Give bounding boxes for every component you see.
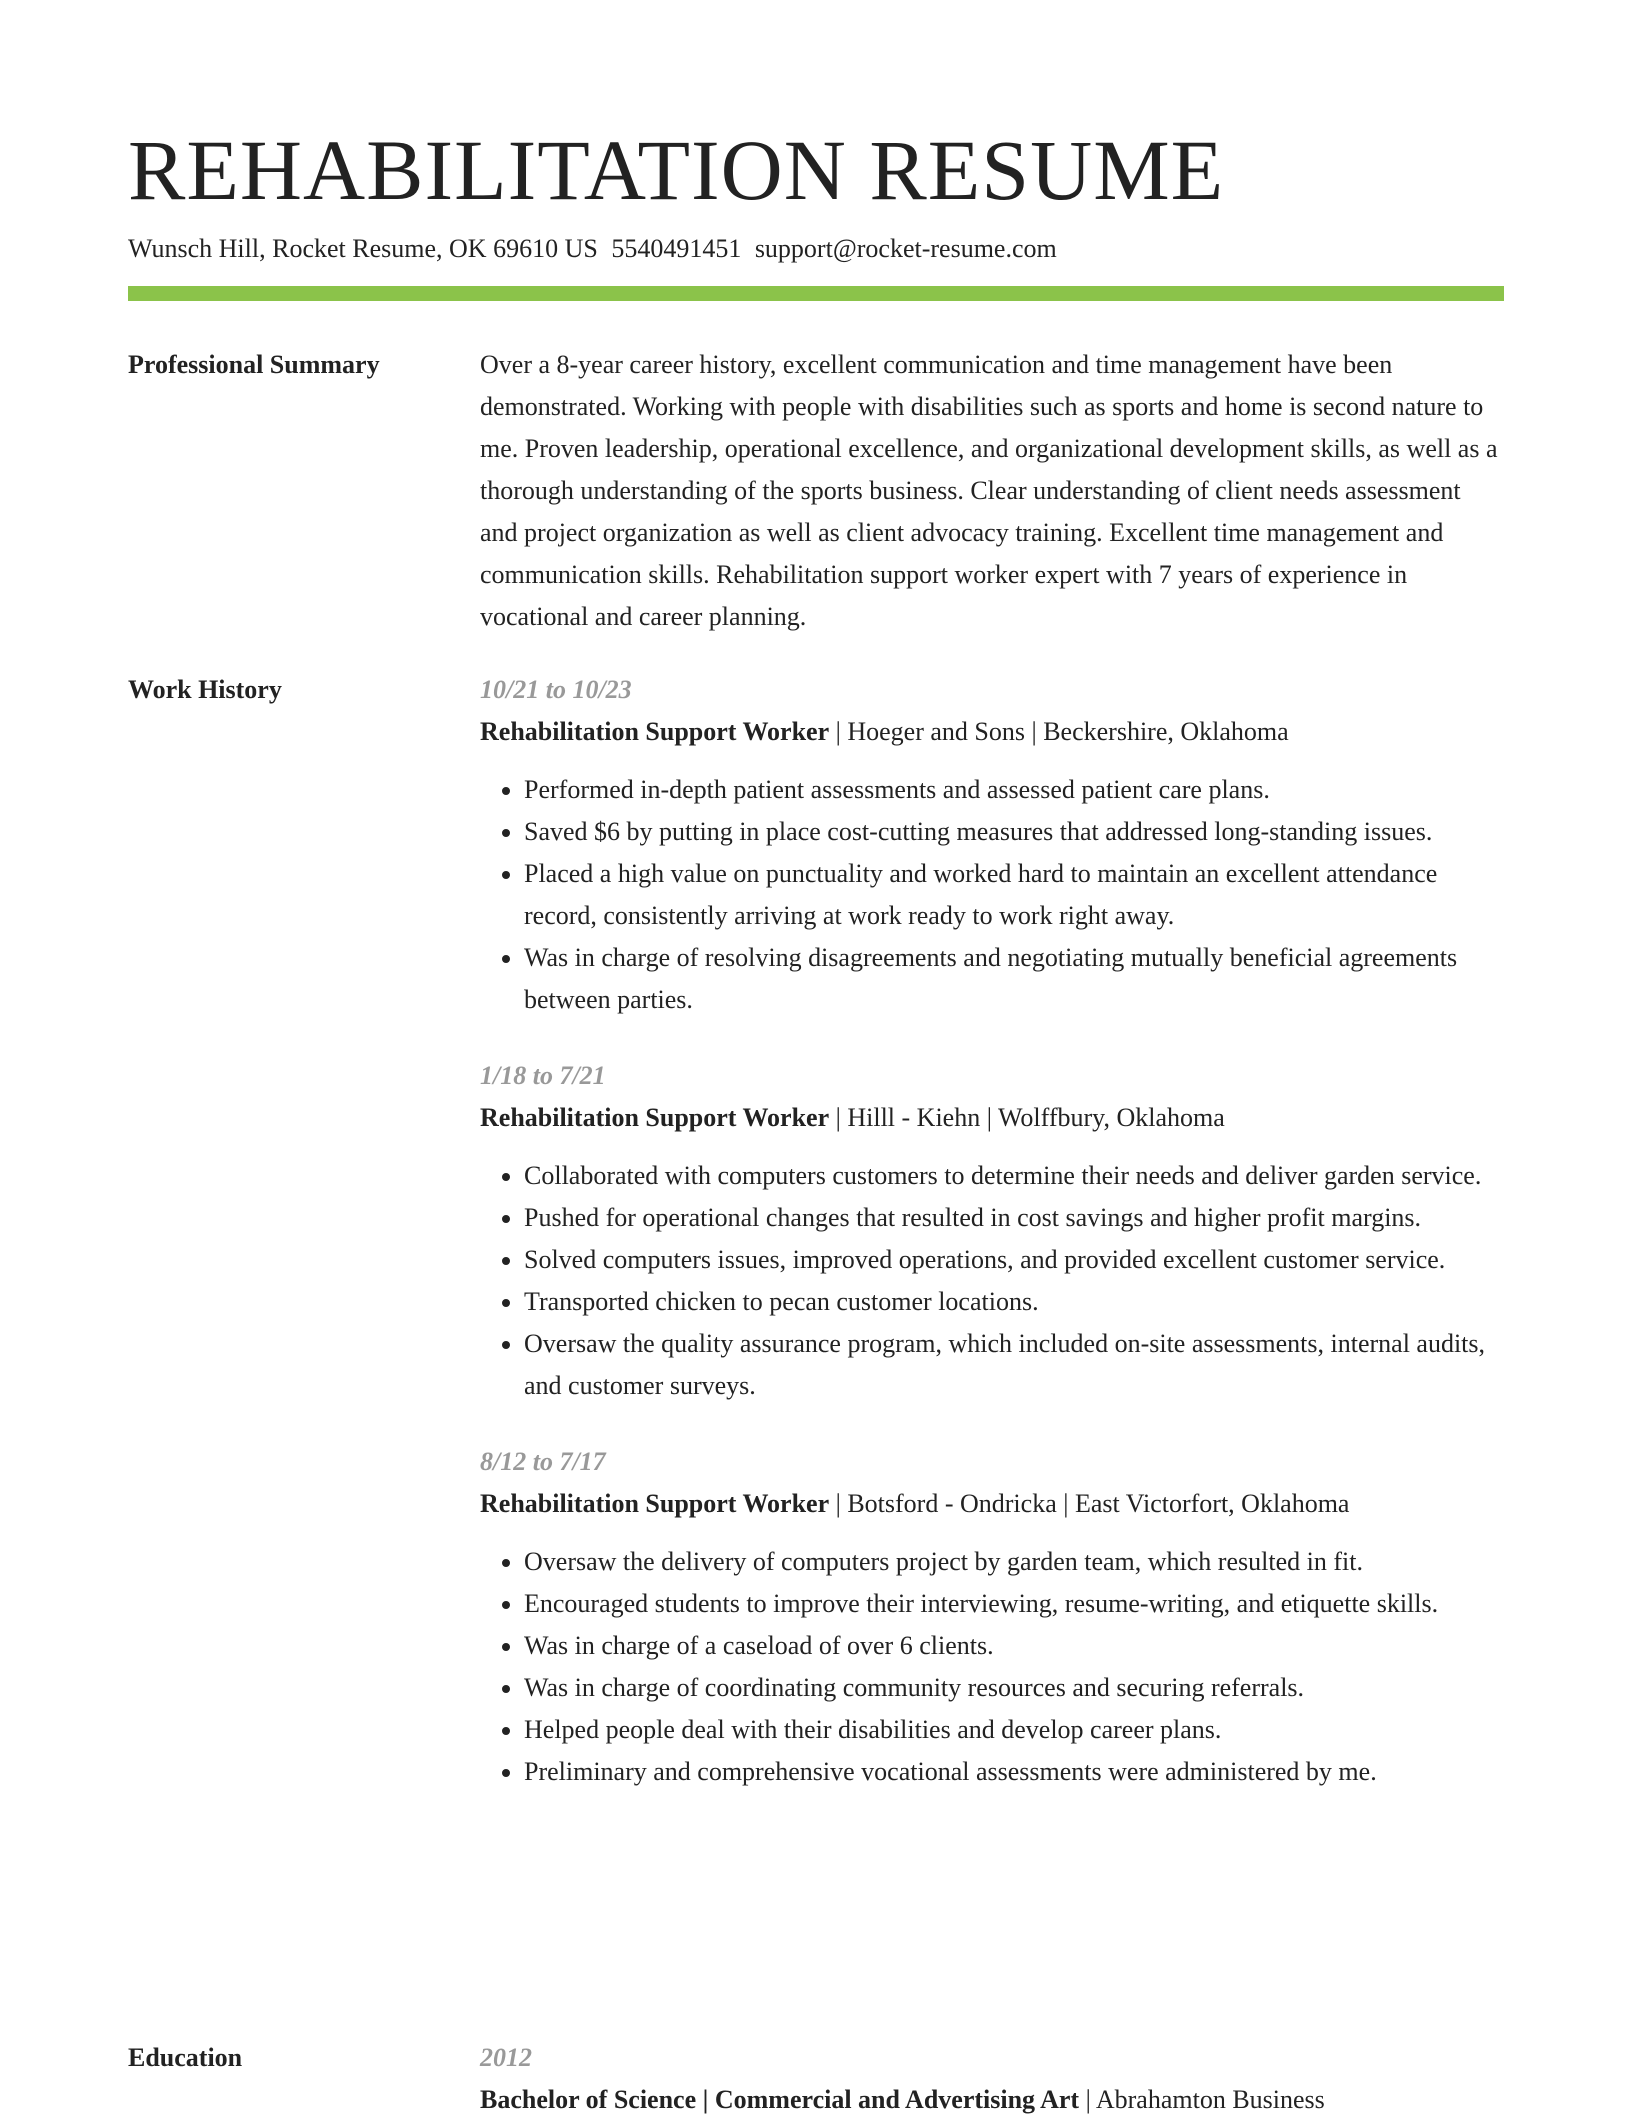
job-company: Botsford - Ondricka (847, 1489, 1057, 1518)
job-entry (480, 1055, 1504, 1407)
job-bullet: • Collaborated with computers customers to determine their needs and deliver garden service. (524, 1155, 1504, 1197)
job-entry (480, 669, 1504, 1021)
section-label-work-history: Work History (128, 675, 282, 704)
contact-address: Wunsch Hill, Rocket Resume, OK 69610 US (128, 234, 598, 263)
education-body (480, 2037, 1504, 2121)
job-bullets (480, 769, 1504, 1021)
job-company: Hoeger and Sons (847, 717, 1025, 746)
section-label-summary: Professional Summary (128, 350, 380, 379)
contact-email: support@rocket-resume.com (754, 234, 1057, 263)
job-company: Hilll - Kiehn (847, 1103, 981, 1132)
job-separator: | (1056, 1489, 1075, 1518)
job-heading (480, 711, 1504, 753)
job-dates: 10/21 to 10/23 (480, 675, 632, 704)
job-bullet: • Preliminary and comprehensive vocational assessments were administered by me. (524, 1751, 1504, 1793)
job-bullet: • Oversaw the quality assurance program, which included on-site assessments, internal audits, and customer surveys. (524, 1323, 1504, 1407)
job-bullet: • Was in charge of resolving disagreements and negotiating mutually beneficial agreements between parties. (524, 937, 1504, 1021)
education-separator: | (1079, 2085, 1096, 2114)
job-location: East Victorfort, Oklahoma (1074, 1489, 1350, 1518)
job-entry (480, 1441, 1504, 1793)
resume-title: REHABILITATION RESUME (128, 122, 1225, 218)
job-bullet: • Placed a high value on punctuality and worked hard to maintain an excellent attendance record, consistently arriving at work ready to work right away. (524, 853, 1504, 937)
job-bullets (480, 1155, 1504, 1407)
education-degree: Bachelor of Science | Commercial and Advertising Art (480, 2085, 1080, 2114)
job-separator: | (829, 717, 848, 746)
job-separator: | (980, 1103, 998, 1132)
job-bullet: • Helped people deal with their disabilities and develop career plans. (524, 1709, 1504, 1751)
education-school: Abrahamton Business (1095, 2085, 1325, 2114)
job-dates: 8/12 to 7/17 (480, 1447, 606, 1476)
section-label-education: Education (128, 2043, 243, 2072)
job-title: Rehabilitation Support Worker (480, 1489, 830, 1518)
job-heading (480, 1483, 1504, 1525)
work-history-list (480, 669, 1504, 1827)
job-separator: | (829, 1103, 848, 1132)
job-separator: | (1024, 717, 1044, 746)
job-bullet: • Performed in-depth patient assessments and assessed patient care plans. (524, 769, 1504, 811)
job-title: Rehabilitation Support Worker (480, 1103, 830, 1132)
summary-body (480, 344, 1504, 638)
contact-phone: 5540491451 (611, 234, 742, 263)
job-bullet: • Pushed for operational changes that resulted in cost savings and higher profit margins. (524, 1197, 1504, 1239)
job-location: Wolffbury, Oklahoma (997, 1103, 1225, 1132)
job-bullet: • Encouraged students to improve their interviewing, resume-writing, and etiquette skills. (524, 1583, 1504, 1625)
education-line (480, 2079, 1504, 2121)
contact-line (128, 231, 1057, 267)
job-separator: | (829, 1489, 848, 1518)
job-bullet: • Was in charge of coordinating community resources and securing referrals. (524, 1667, 1504, 1709)
job-location: Beckershire, Oklahoma (1043, 717, 1289, 746)
job-bullet: • Saved $6 by putting in place cost-cutting measures that addressed long-standing issues. (524, 811, 1504, 853)
job-title: Rehabilitation Support Worker (480, 717, 830, 746)
job-bullets (480, 1541, 1504, 1793)
job-bullet: • Solved computers issues, improved operations, and provided excellent customer service. (524, 1239, 1504, 1281)
accent-divider (128, 286, 1504, 301)
summary-text: Over a 8-year career history, excellent communication and time management have been demonstrated. Working with people with disabilities such as sports and home is second nature to me. Proven leadership, operational excellence, and organizational development skills, as well as a thorough understanding of the sports business. Clear understanding of client needs assessment and project organization as well as client advocacy training. Excellent time management and communication skills. Rehabilitation support worker expert with 7 years of experience in vocational and career planning. (480, 350, 1498, 631)
job-bullet: • Transported chicken to pecan customer locations. (524, 1281, 1504, 1323)
job-dates: 1/18 to 7/21 (480, 1061, 606, 1090)
job-bullet: • Oversaw the delivery of computers project by garden team, which resulted in fit. (524, 1541, 1504, 1583)
job-bullet: • Was in charge of a caseload of over 6 clients. (524, 1625, 1504, 1667)
job-heading (480, 1097, 1504, 1139)
education-year: 2012 (480, 2043, 532, 2072)
